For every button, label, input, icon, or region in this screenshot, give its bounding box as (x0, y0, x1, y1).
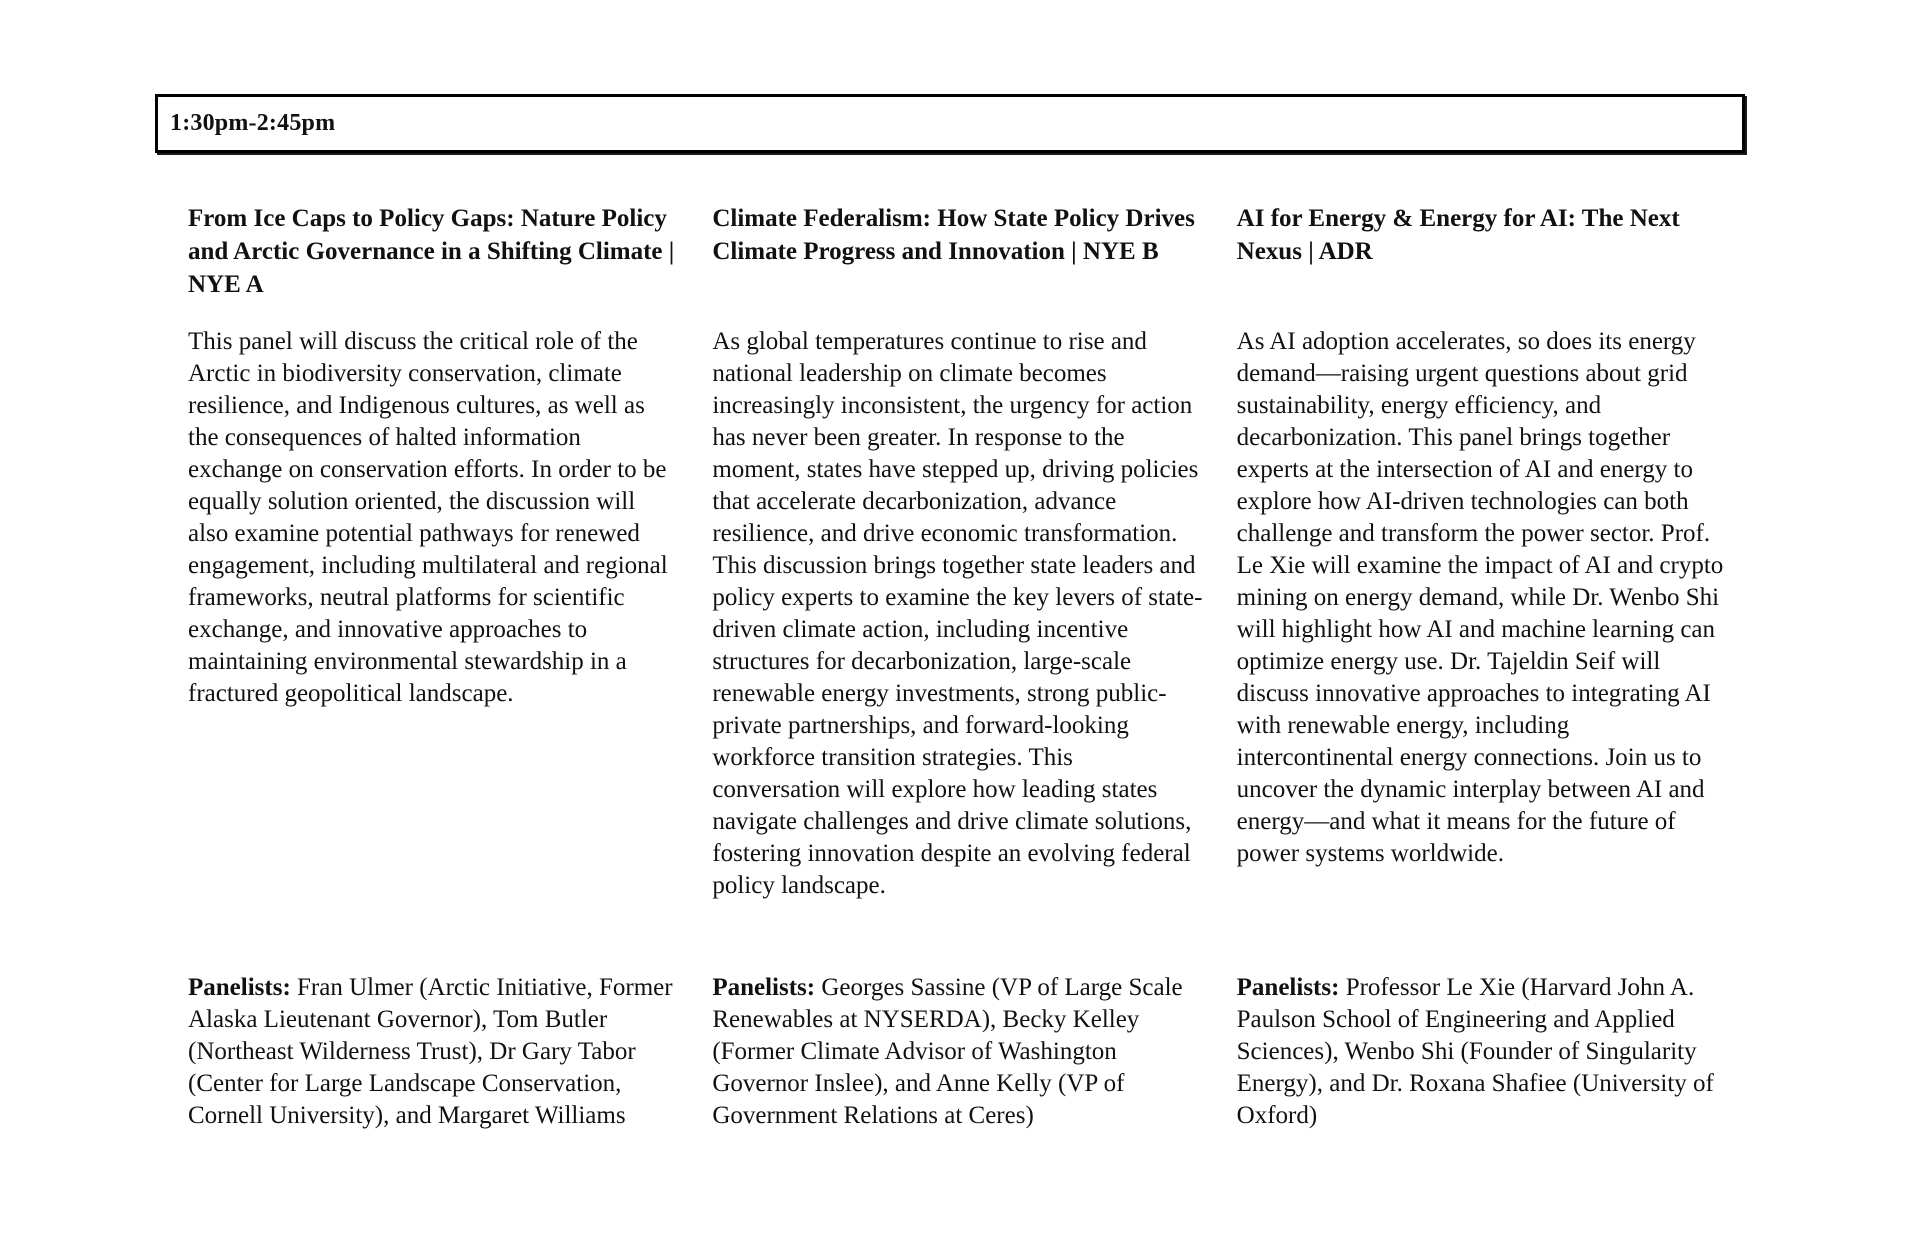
panelists-text-3: Professor Le Xie (Harvard John A. Paulson School of Engineering and Applied Sciences), Wenbo Shi (Founder of Singularity Energy), and Dr. Roxana Shafiee (University of Oxford) (1236, 974, 1714, 1129)
session-description-2: As global temperatures continue to rise and national leadership on climate becomes increasingly inconsistent, the urgency for action has never been greater. In response to the moment, states have stepped up, driving policies that accelerate decarbonization, advance resilience, and drive economic transformation. This discussion brings together state leaders and policy experts to examine the key levers of state-driven climate action, including incentive structures for decarbonization, large-scale renewable energy investments, strong public-private partnerships, and forward-looking workforce transition strategies. This conversation will explore how leading states navigate challenges and drive climate solutions, fostering innovation despite an evolving federal policy landscape. (712, 328, 1203, 899)
session-title-1: From Ice Caps to Policy Gaps: Nature Policy and Arctic Governance in a Shifting Climate | NYE A (188, 205, 675, 298)
session-panelists-3 (1237, 972, 1730, 1132)
session-title-2: Climate Federalism: How State Policy Drives Climate Progress and Innovation | NYE B (712, 205, 1195, 265)
time-slot-box (155, 94, 1745, 153)
panelists-text-2: Georges Sassine (VP of Large Scale Renewables at NYSERDA), Becky Kelley (Former Climate Advisor of Washington Governor Inslee), and Anne Kelly (VP of Government Relations at Ceres) (712, 974, 1183, 1129)
session-panelists-2 (712, 972, 1205, 1132)
panelists-label-3: Panelists: (1236, 974, 1340, 1001)
panelists-label-2: Panelists: (712, 974, 816, 1001)
time-slot-label: 1:30pm-2:45pm (170, 110, 336, 136)
session-title-3: AI for Energy & Energy for AI: The Next Nexus | ADR (1236, 205, 1680, 265)
session-description-1: This panel will discuss the critical role of the Arctic in biodiversity conservation, climate resilience, and Indigenous cultures, as well as the consequences of halted information exchange on conservation efforts. In order to be equally solution oriented, the discussion will also examine potential pathways for renewed engagement, including multilateral and regional frameworks, neutral platforms for scientific exchange, and innovative approaches to maintaining environmental stewardship in a fractured geopolitical landscape. (188, 328, 668, 707)
sessions-grid (188, 202, 1730, 1132)
panelists-label-1: Panelists: (188, 974, 291, 1001)
session-description-3: As AI adoption accelerates, so does its energy demand—raising urgent questions about grid sustainability, energy efficiency, and decarbonization. This panel brings together experts at the intersection of AI and energy to explore how AI-driven technologies can both challenge and transform the power sector. Prof. Le Xie will examine the impact of AI and crypto mining on energy demand, while Dr. Wenbo Shi will highlight how AI and machine learning can optimize energy use. Dr. Tajeldin Seif will discuss innovative approaches to integrating AI with renewable energy, including intercontinental energy connections. Join us to uncover the dynamic interplay between AI and energy—and what it means for the future of power systems worldwide. (1236, 328, 1724, 867)
panelists-text-1: Fran Ulmer (Arctic Initiative, Former Alaska Lieutenant Governor), Tom Butler (Northeast Wilderness Trust), Dr Gary Tabor (Center for Large Landscape Conservation, Cornell University), and Margaret Williams (188, 974, 673, 1129)
session-panelists-1 (188, 972, 681, 1132)
